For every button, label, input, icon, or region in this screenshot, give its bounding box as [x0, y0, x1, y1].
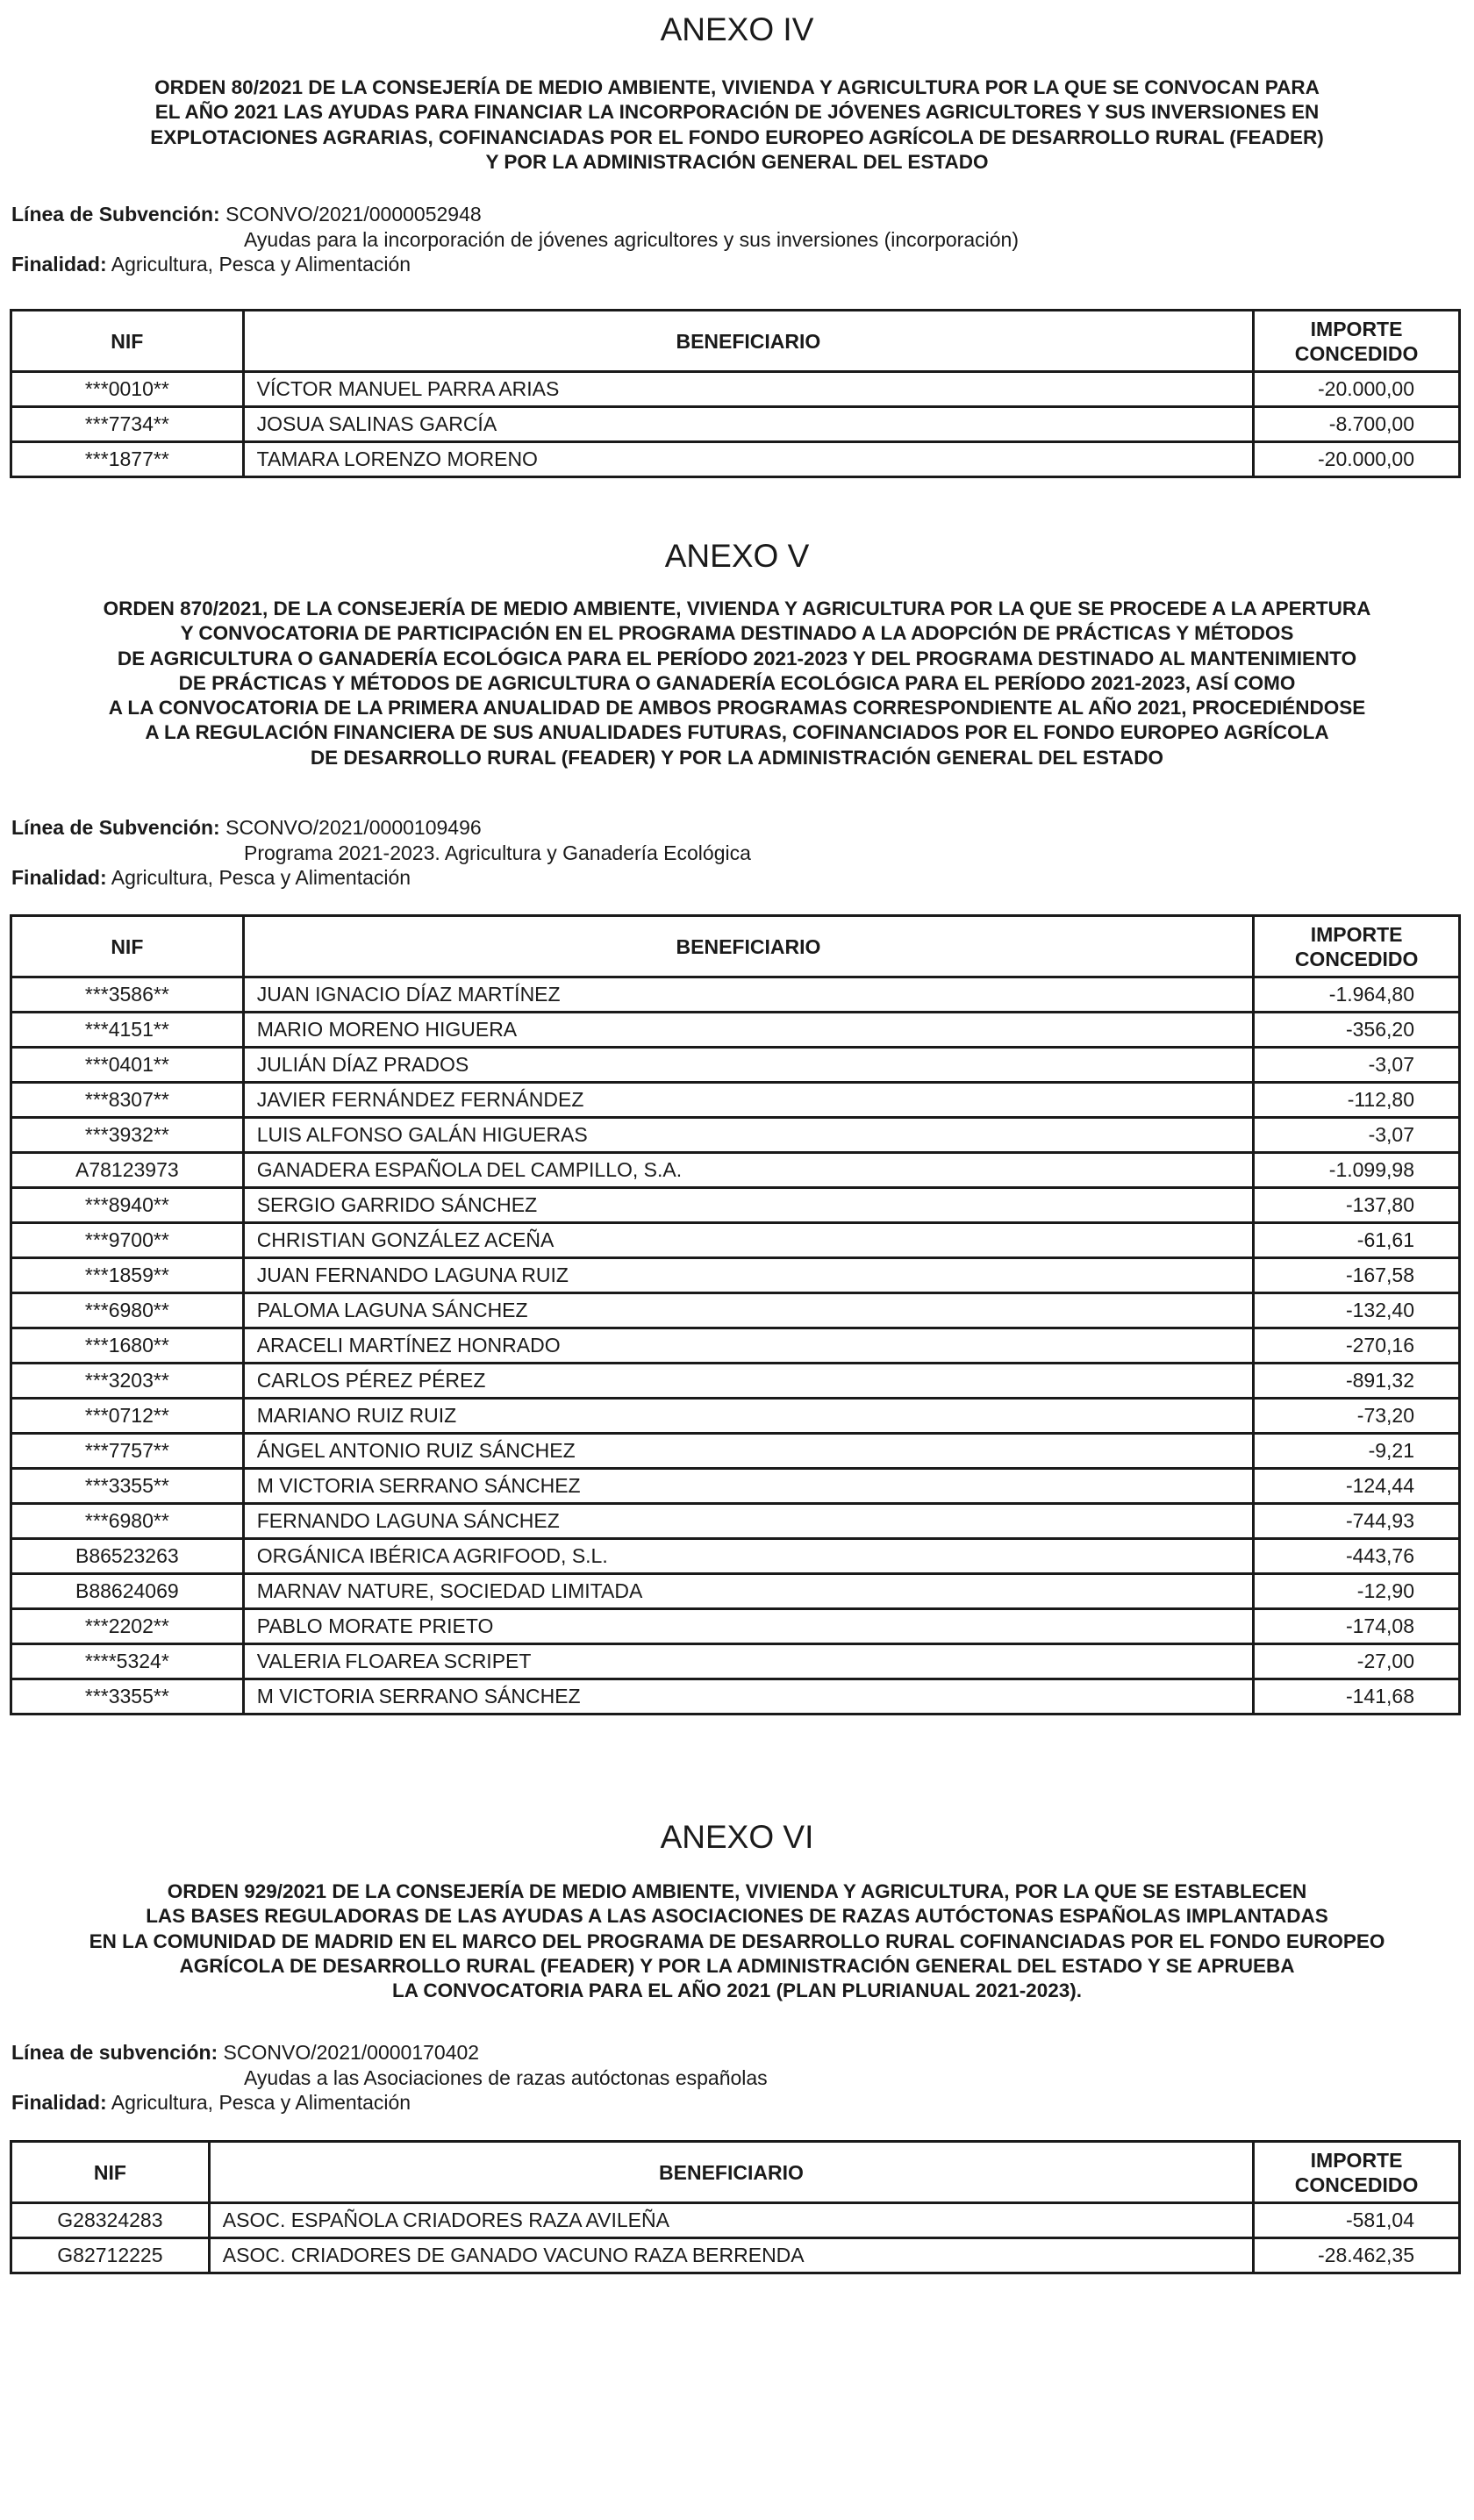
importe-cell: -20.000,00 [1254, 372, 1460, 407]
nif-cell: ***6980** [11, 1504, 244, 1539]
nif-cell: ***1859** [11, 1258, 244, 1293]
table-row [11, 1364, 1460, 1399]
table-row [11, 2203, 1460, 2238]
heading-line: DE PRÁCTICAS Y MÉTODOS DE AGRICULTURA O GANADERÍA ECOLÓGICA PARA EL PERÍODO 2021-2023, ASÍ COMO [178, 671, 1296, 694]
heading-line: EXPLOTACIONES AGRARIAS, COFINANCIADAS POR EL FONDO EUROPEO AGRÍCOLA DE DESARROLLO RURAL (FEADER) [150, 125, 1324, 148]
finalidad-value: Agricultura, Pesca y Alimentación [111, 2091, 411, 2114]
heading-line: Y CONVOCATORIA DE PARTICIPACIÓN EN EL PROGRAMA DESTINADO A LA ADOPCIÓN DE PRÁCTICAS Y MÉTODOS [180, 622, 1294, 645]
importe-cell: -174,08 [1254, 1609, 1460, 1644]
linea-description: Programa 2021-2023. Agricultura y Ganadería Ecológica [244, 841, 751, 864]
linea-label: Línea de Subvención: [11, 816, 220, 839]
grant-line-info [11, 815, 751, 891]
nif-cell: ***3203** [11, 1364, 244, 1399]
beneficiario-cell: JULIÁN DÍAZ PRADOS [243, 1048, 1254, 1083]
table-row [11, 1048, 1460, 1083]
beneficiario-cell: ÁNGEL ANTONIO RUIZ SÁNCHEZ [243, 1434, 1254, 1469]
importe-cell: -3,07 [1254, 1118, 1460, 1153]
heading-line: DE AGRICULTURA O GANADERÍA ECOLÓGICA PARA EL PERÍODO 2021-2023 Y DEL PROGRAMA DESTINADO AL MANTENIMIENTO [117, 647, 1357, 669]
beneficiario-cell: MARIANO RUIZ RUIZ [243, 1399, 1254, 1434]
importe-cell: -3,07 [1254, 1048, 1460, 1083]
beneficiario-cell: FERNANDO LAGUNA SÁNCHEZ [243, 1504, 1254, 1539]
importe-cell: -270,16 [1254, 1328, 1460, 1364]
heading-line: A LA CONVOCATORIA DE LA PRIMERA ANUALIDAD DE AMBOS PROGRAMAS CORRESPONDIENTE AL AÑO 2021, PROCEDIÉNDOSE [108, 697, 1366, 719]
importe-cell: -124,44 [1254, 1469, 1460, 1504]
heading-line: LAS BASES REGULADORAS DE LAS AYUDAS A LAS ASOCIACIONES DE RAZAS AUTÓCTONAS ESPAÑOLAS IMPLANTADAS [146, 1905, 1328, 1928]
order-heading [0, 597, 1474, 770]
beneficiario-cell: JUAN FERNANDO LAGUNA RUIZ [243, 1258, 1254, 1293]
nif-cell: B86523263 [11, 1539, 244, 1574]
annex-title: ANEXO IV [660, 11, 814, 47]
heading-line: AGRÍCOLA DE DESARROLLO RURAL (FEADER) Y POR LA ADMINISTRACIÓN GENERAL DEL ESTADO Y SE APRUEBA [179, 1954, 1295, 1977]
importe-cell: -61,61 [1254, 1223, 1460, 1258]
table-row [11, 1469, 1460, 1504]
nif-cell: ***3355** [11, 1679, 244, 1715]
importe-cell: -356,20 [1254, 1013, 1460, 1048]
importe-cell: -20.000,00 [1254, 442, 1460, 477]
grant-line-info [11, 2040, 768, 2116]
nif-cell: ***0010** [11, 372, 244, 407]
table-row [11, 1188, 1460, 1223]
linea-code: SCONVO/2021/0000052948 [225, 203, 482, 226]
heading-line: DE DESARROLLO RURAL (FEADER) Y POR LA ADMINISTRACIÓN GENERAL DEL ESTADO [310, 746, 1164, 769]
annex-v-rows [11, 977, 1460, 1715]
table-row [11, 1679, 1460, 1715]
importe-cell: -891,32 [1254, 1364, 1460, 1399]
column-header-beneficiario: BENEFICIARIO [243, 311, 1254, 372]
table-row [11, 1574, 1460, 1609]
importe-cell: -112,80 [1254, 1083, 1460, 1118]
beneficiario-cell: CARLOS PÉREZ PÉREZ [243, 1364, 1254, 1399]
finalidad-label: Finalidad: [11, 866, 107, 889]
linea-description: Ayudas a las Asociaciones de razas autóctonas españolas [244, 2065, 768, 2089]
beneficiaries-table [10, 2140, 1461, 2274]
importe-cell: -27,00 [1254, 1644, 1460, 1679]
beneficiario-cell: M VICTORIA SERRANO SÁNCHEZ [243, 1679, 1254, 1715]
table-row [11, 1118, 1460, 1153]
beneficiario-cell: JUAN IGNACIO DÍAZ MARTÍNEZ [243, 977, 1254, 1013]
table-row [11, 1644, 1460, 1679]
importe-cell: -744,93 [1254, 1504, 1460, 1539]
finalidad-value: Agricultura, Pesca y Alimentación [111, 253, 411, 276]
importe-cell: -443,76 [1254, 1539, 1460, 1574]
nif-cell: ***1680** [11, 1328, 244, 1364]
table-row [11, 407, 1460, 442]
linea-description: Ayudas para la incorporación de jóvenes agricultores y sus inversiones (incorporación) [244, 227, 1019, 251]
finalidad-value: Agricultura, Pesca y Alimentación [111, 866, 411, 889]
importe-cell: -1.964,80 [1254, 977, 1460, 1013]
heading-line: A LA REGULACIÓN FINANCIERA DE SUS ANUALIDADES FUTURAS, COFINANCIADOS POR EL FONDO EUROPEO AGRÍCOLA [145, 721, 1329, 744]
table-row [11, 1434, 1460, 1469]
column-header-nif: NIF [11, 311, 244, 372]
heading-line: Y POR LA ADMINISTRACIÓN GENERAL DEL ESTADO [485, 150, 989, 173]
heading-line: ORDEN 80/2021 DE LA CONSEJERÍA DE MEDIO AMBIENTE, VIVIENDA Y AGRICULTURA POR LA QUE SE CONVOCAN PARA [154, 76, 1320, 98]
nif-cell: ****5324* [11, 1644, 244, 1679]
beneficiaries-table [10, 914, 1461, 1715]
table-row [11, 1223, 1460, 1258]
beneficiario-cell: LUIS ALFONSO GALÁN HIGUERAS [243, 1118, 1254, 1153]
nif-cell: ***3355** [11, 1469, 244, 1504]
table-row [11, 2238, 1460, 2273]
beneficiario-cell: CHRISTIAN GONZÁLEZ ACEÑA [243, 1223, 1254, 1258]
importe-cell: -8.700,00 [1254, 407, 1460, 442]
beneficiario-cell: TAMARA LORENZO MORENO [243, 442, 1254, 477]
heading-line: ORDEN 929/2021 DE LA CONSEJERÍA DE MEDIO AMBIENTE, VIVIENDA Y AGRICULTURA, POR LA QUE SE ESTABLECEN [167, 1880, 1307, 1902]
linea-label: Línea de subvención: [11, 2041, 218, 2064]
annex-title: ANEXO VI [660, 1819, 814, 1855]
column-header-importe: IMPORTE CONCEDIDO [1254, 311, 1460, 372]
beneficiario-cell: PABLO MORATE PRIETO [243, 1609, 1254, 1644]
beneficiario-cell: SERGIO GARRIDO SÁNCHEZ [243, 1188, 1254, 1223]
table-row [11, 372, 1460, 407]
table-header-row [11, 2142, 1460, 2203]
beneficiario-cell: ASOC. ESPAÑOLA CRIADORES RAZA AVILEÑA [209, 2203, 1253, 2238]
nif-cell: ***0712** [11, 1399, 244, 1434]
importe-cell: -137,80 [1254, 1188, 1460, 1223]
nif-cell: ***8307** [11, 1083, 244, 1118]
table-row [11, 1609, 1460, 1644]
nif-cell: B88624069 [11, 1574, 244, 1609]
nif-cell: ***1877** [11, 442, 244, 477]
beneficiaries-table [10, 309, 1461, 478]
table-row [11, 977, 1460, 1013]
importe-cell: -132,40 [1254, 1293, 1460, 1328]
table-row [11, 1539, 1460, 1574]
column-header-beneficiario: BENEFICIARIO [209, 2142, 1253, 2203]
finalidad-label: Finalidad: [11, 253, 107, 276]
nif-cell: ***0401** [11, 1048, 244, 1083]
nif-cell: G82712225 [11, 2238, 210, 2273]
importe-cell: -28.462,35 [1254, 2238, 1460, 2273]
heading-line: EN LA COMUNIDAD DE MADRID EN EL MARCO DEL PROGRAMA DE DESARROLLO RURAL COFINANCIADAS POR EL FONDO EUROPEO [89, 1929, 1385, 1952]
nif-cell: ***9700** [11, 1223, 244, 1258]
beneficiario-cell: GANADERA ESPAÑOLA DEL CAMPILLO, S.A. [243, 1153, 1254, 1188]
nif-cell: ***3586** [11, 977, 244, 1013]
beneficiario-cell: JOSUA SALINAS GARCÍA [243, 407, 1254, 442]
table-row [11, 1258, 1460, 1293]
nif-cell: ***3932** [11, 1118, 244, 1153]
beneficiario-cell: VALERIA FLOAREA SCRIPET [243, 1644, 1254, 1679]
heading-line: LA CONVOCATORIA PARA EL AÑO 2021 (PLAN PLURIANUAL 2021-2023). [392, 1979, 1082, 2002]
importe-cell: -73,20 [1254, 1399, 1460, 1434]
linea-code: SCONVO/2021/0000170402 [223, 2041, 480, 2064]
annex-title: ANEXO V [664, 538, 810, 574]
grant-line-info [11, 202, 1019, 277]
finalidad-label: Finalidad: [11, 2091, 107, 2114]
order-heading [0, 75, 1474, 175]
nif-cell: ***8940** [11, 1188, 244, 1223]
nif-cell: G28324283 [11, 2203, 210, 2238]
table-row [11, 1153, 1460, 1188]
beneficiario-cell: PALOMA LAGUNA SÁNCHEZ [243, 1293, 1254, 1328]
table-row [11, 1328, 1460, 1364]
importe-cell: -1.099,98 [1254, 1153, 1460, 1188]
beneficiario-cell: JAVIER FERNÁNDEZ FERNÁNDEZ [243, 1083, 1254, 1118]
column-header-nif: NIF [11, 2142, 210, 2203]
nif-cell: ***6980** [11, 1293, 244, 1328]
importe-cell: -141,68 [1254, 1679, 1460, 1715]
table-row [11, 1504, 1460, 1539]
column-header-nif: NIF [11, 916, 244, 977]
column-header-importe: IMPORTE CONCEDIDO [1254, 2142, 1460, 2203]
beneficiario-cell: MARNAV NATURE, SOCIEDAD LIMITADA [243, 1574, 1254, 1609]
beneficiario-cell: ARACELI MARTÍNEZ HONRADO [243, 1328, 1254, 1364]
table-header-row [11, 916, 1460, 977]
table-header-row [11, 311, 1460, 372]
importe-cell: -581,04 [1254, 2203, 1460, 2238]
importe-cell: -9,21 [1254, 1434, 1460, 1469]
table-row [11, 1293, 1460, 1328]
nif-cell: ***7757** [11, 1434, 244, 1469]
heading-line: EL AÑO 2021 LAS AYUDAS PARA FINANCIAR LA INCORPORACIÓN DE JÓVENES AGRICULTORES Y SUS INVERSIONES EN [154, 101, 1320, 124]
beneficiario-cell: VÍCTOR MANUEL PARRA ARIAS [243, 372, 1254, 407]
nif-cell: A78123973 [11, 1153, 244, 1188]
linea-label: Línea de Subvención: [11, 203, 220, 226]
beneficiario-cell: MARIO MORENO HIGUERA [243, 1013, 1254, 1048]
importe-cell: -12,90 [1254, 1574, 1460, 1609]
table-row [11, 1399, 1460, 1434]
nif-cell: ***2202** [11, 1609, 244, 1644]
nif-cell: ***7734** [11, 407, 244, 442]
table-row [11, 1083, 1460, 1118]
heading-line: ORDEN 870/2021, DE LA CONSEJERÍA DE MEDIO AMBIENTE, VIVIENDA Y AGRICULTURA POR LA QUE SE PROCEDE A LA APERTURA [103, 598, 1371, 619]
table-row [11, 442, 1460, 477]
beneficiario-cell: ORGÁNICA IBÉRICA AGRIFOOD, S.L. [243, 1539, 1254, 1574]
beneficiario-cell: ASOC. CRIADORES DE GANADO VACUNO RAZA BERRENDA [209, 2238, 1253, 2273]
table-row [11, 1013, 1460, 1048]
nif-cell: ***4151** [11, 1013, 244, 1048]
column-header-beneficiario: BENEFICIARIO [243, 916, 1254, 977]
beneficiario-cell: M VICTORIA SERRANO SÁNCHEZ [243, 1469, 1254, 1504]
order-heading [0, 1879, 1474, 2003]
importe-cell: -167,58 [1254, 1258, 1460, 1293]
linea-code: SCONVO/2021/0000109496 [225, 816, 482, 839]
column-header-importe: IMPORTE CONCEDIDO [1254, 916, 1460, 977]
